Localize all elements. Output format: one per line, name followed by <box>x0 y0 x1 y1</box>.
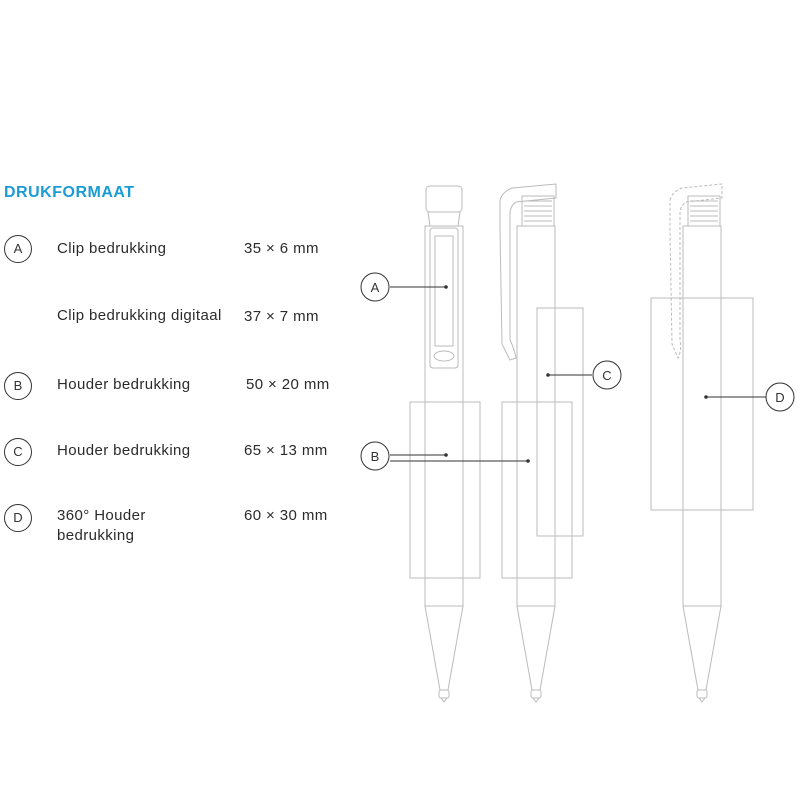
option-size: 65 × 13 mm <box>244 442 328 459</box>
callout-a <box>361 273 389 301</box>
callout-d-label: D <box>775 390 785 405</box>
option-label: 360° Houder bedrukking <box>57 507 146 544</box>
print-area-c <box>537 308 583 536</box>
option-size: 60 × 30 mm <box>244 507 328 524</box>
callout-c <box>593 361 621 389</box>
callout-b <box>361 442 389 470</box>
pen-front <box>410 186 480 702</box>
option-size: 37 × 7 mm <box>244 308 319 325</box>
print-area-b-front <box>410 402 480 578</box>
option-badge: D <box>4 504 32 532</box>
option-badge: A <box>4 235 32 263</box>
callout-b-label: B <box>370 449 380 464</box>
option-label: Clip bedrukking <box>57 240 167 257</box>
option-badge: B <box>4 372 32 400</box>
pen-360 <box>651 184 753 702</box>
callout-c-label: C <box>602 368 612 383</box>
pen-side <box>500 184 583 702</box>
section-heading: DRUKFORMAAT <box>4 184 135 201</box>
print-area-d <box>651 298 753 510</box>
option-badge: C <box>4 438 32 466</box>
option-size: 50 × 20 mm <box>246 376 330 393</box>
callout-d <box>766 383 794 411</box>
option-label: Clip bedrukking digitaal <box>57 307 222 324</box>
callout-a-label: A <box>370 280 380 295</box>
option-label: Houder bedrukking <box>57 442 191 459</box>
option-label: Houder bedrukking <box>57 376 191 393</box>
option-size: 35 × 6 mm <box>244 240 319 257</box>
